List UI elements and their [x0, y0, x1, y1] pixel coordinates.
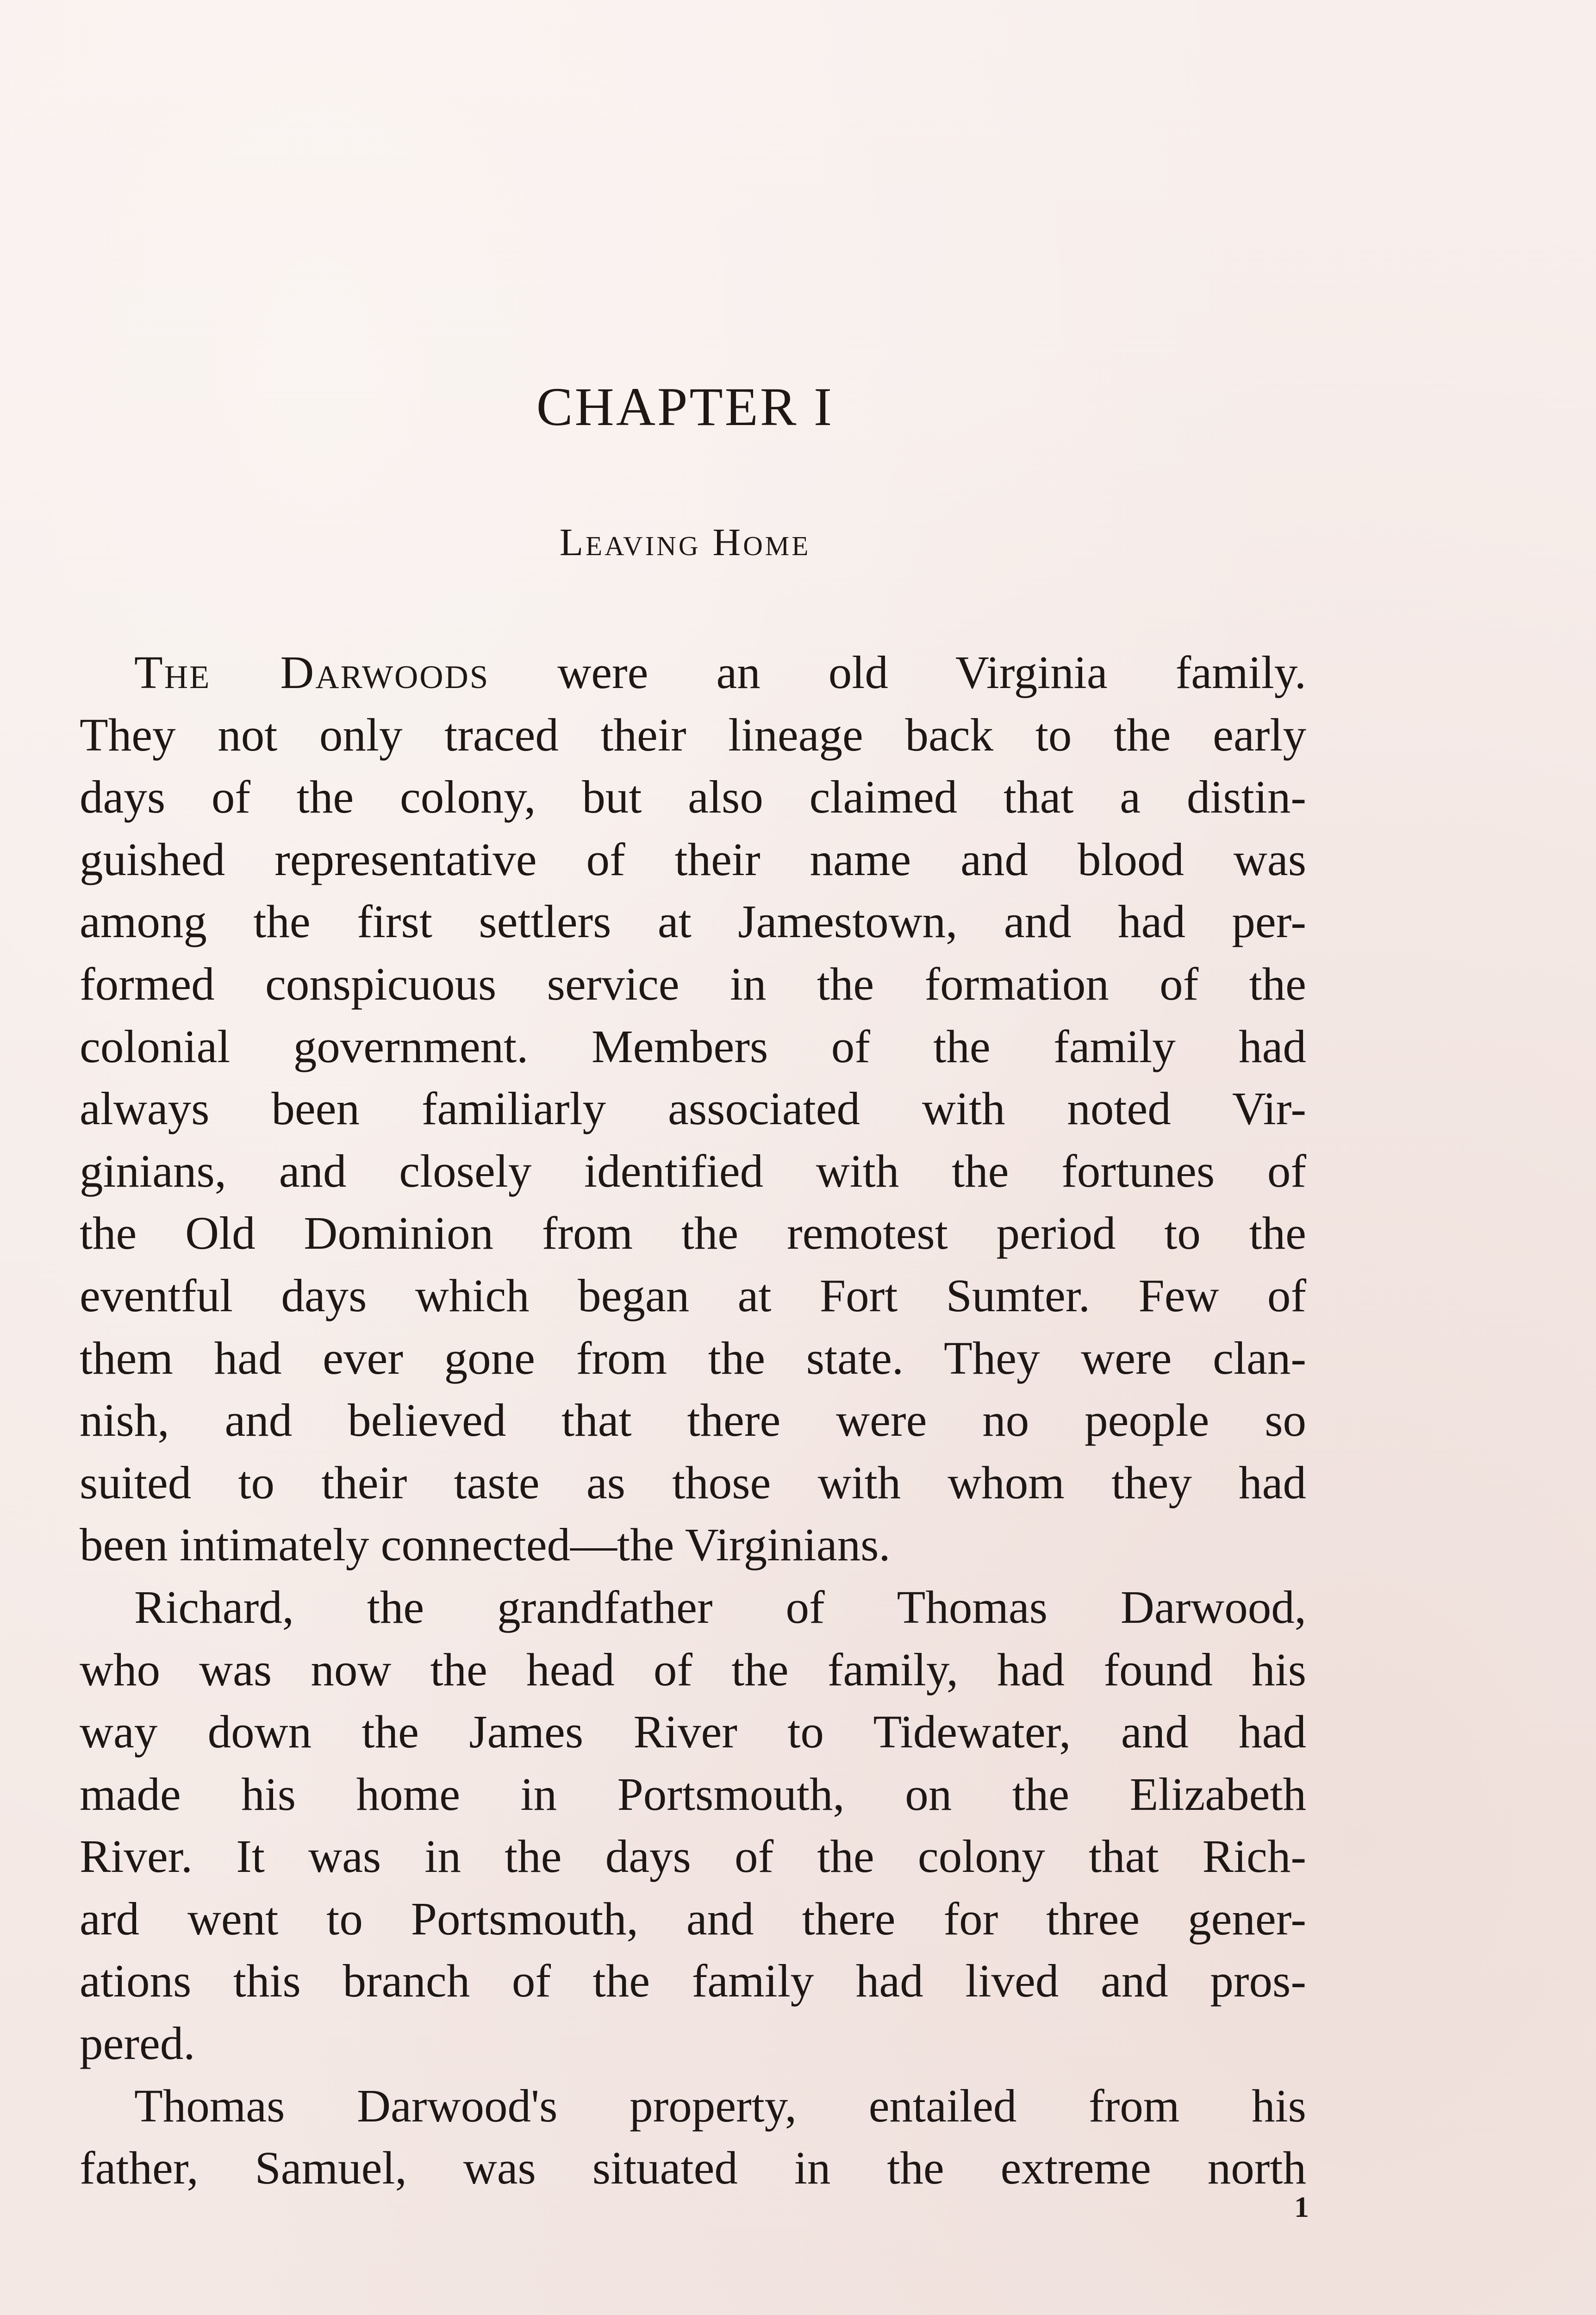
paragraph-2 [80, 1576, 1306, 2075]
text-line: guished representative of their name and blood was [80, 833, 1306, 885]
lead-small-caps: The Darwoods [134, 646, 490, 698]
text-line: Thomas Darwood's property, entailed from his [134, 2079, 1306, 2132]
paragraph-1 [80, 641, 1306, 1576]
chapter-subtitle: Leaving Home [559, 521, 811, 564]
text-line: ard went to Portsmouth, and there for three gener- [80, 1892, 1306, 1945]
text-line: them had ever gone from the state. They were clan- [80, 1332, 1306, 1384]
text-line [80, 641, 1306, 704]
text-line: River. It was in the days of the colony that Rich- [80, 1830, 1306, 1883]
text-line: ations this branch of the family had lived and pros- [80, 1955, 1306, 2007]
text-line: who was now the head of the family, had found his [80, 1643, 1306, 1696]
text-line: They not only traced their lineage back to the early [80, 708, 1306, 761]
text-line: suited to their taste as those with whom they had [80, 1456, 1306, 1508]
text-line: eventful days which began at Fort Sumter. Few of [80, 1269, 1306, 1321]
text-line: among the first settlers at Jamestown, and had per- [80, 895, 1306, 948]
text-line: made his home in Portsmouth, on the Elizabeth [80, 1768, 1306, 1820]
chapter-title: CHAPTER I [536, 376, 834, 437]
text-line: formed conspicuous service in the formation of the [80, 957, 1306, 1010]
text-line: colonial government. Members of the family had [80, 1020, 1306, 1072]
text-line: father, Samuel, was situated in the extreme north [80, 2142, 1306, 2194]
text-line: Richard, the grandfather of Thomas Darwood, [134, 1581, 1306, 1633]
text-line: ginians, and closely identified with the fortunes of [80, 1145, 1306, 1197]
text-line: days of the colony, but also claimed that a distin- [80, 771, 1306, 823]
text-line: the Old Dominion from the remotest period to the [80, 1207, 1306, 1259]
page-number: 1 [1294, 2190, 1309, 2223]
paragraph-3 [80, 2075, 1306, 2199]
text-line: nish, and believed that there were no people so [80, 1394, 1306, 1446]
body-text [80, 641, 1306, 2199]
text-line: always been familiarly associated with noted Vir- [80, 1082, 1306, 1135]
line-text: were an old Virginia family. [489, 646, 1307, 698]
text-line: been intimately connected—the Virginians. [80, 1519, 891, 1571]
text-line: pered. [80, 2017, 195, 2070]
text-line: way down the James River to Tidewater, and had [80, 1706, 1306, 1758]
